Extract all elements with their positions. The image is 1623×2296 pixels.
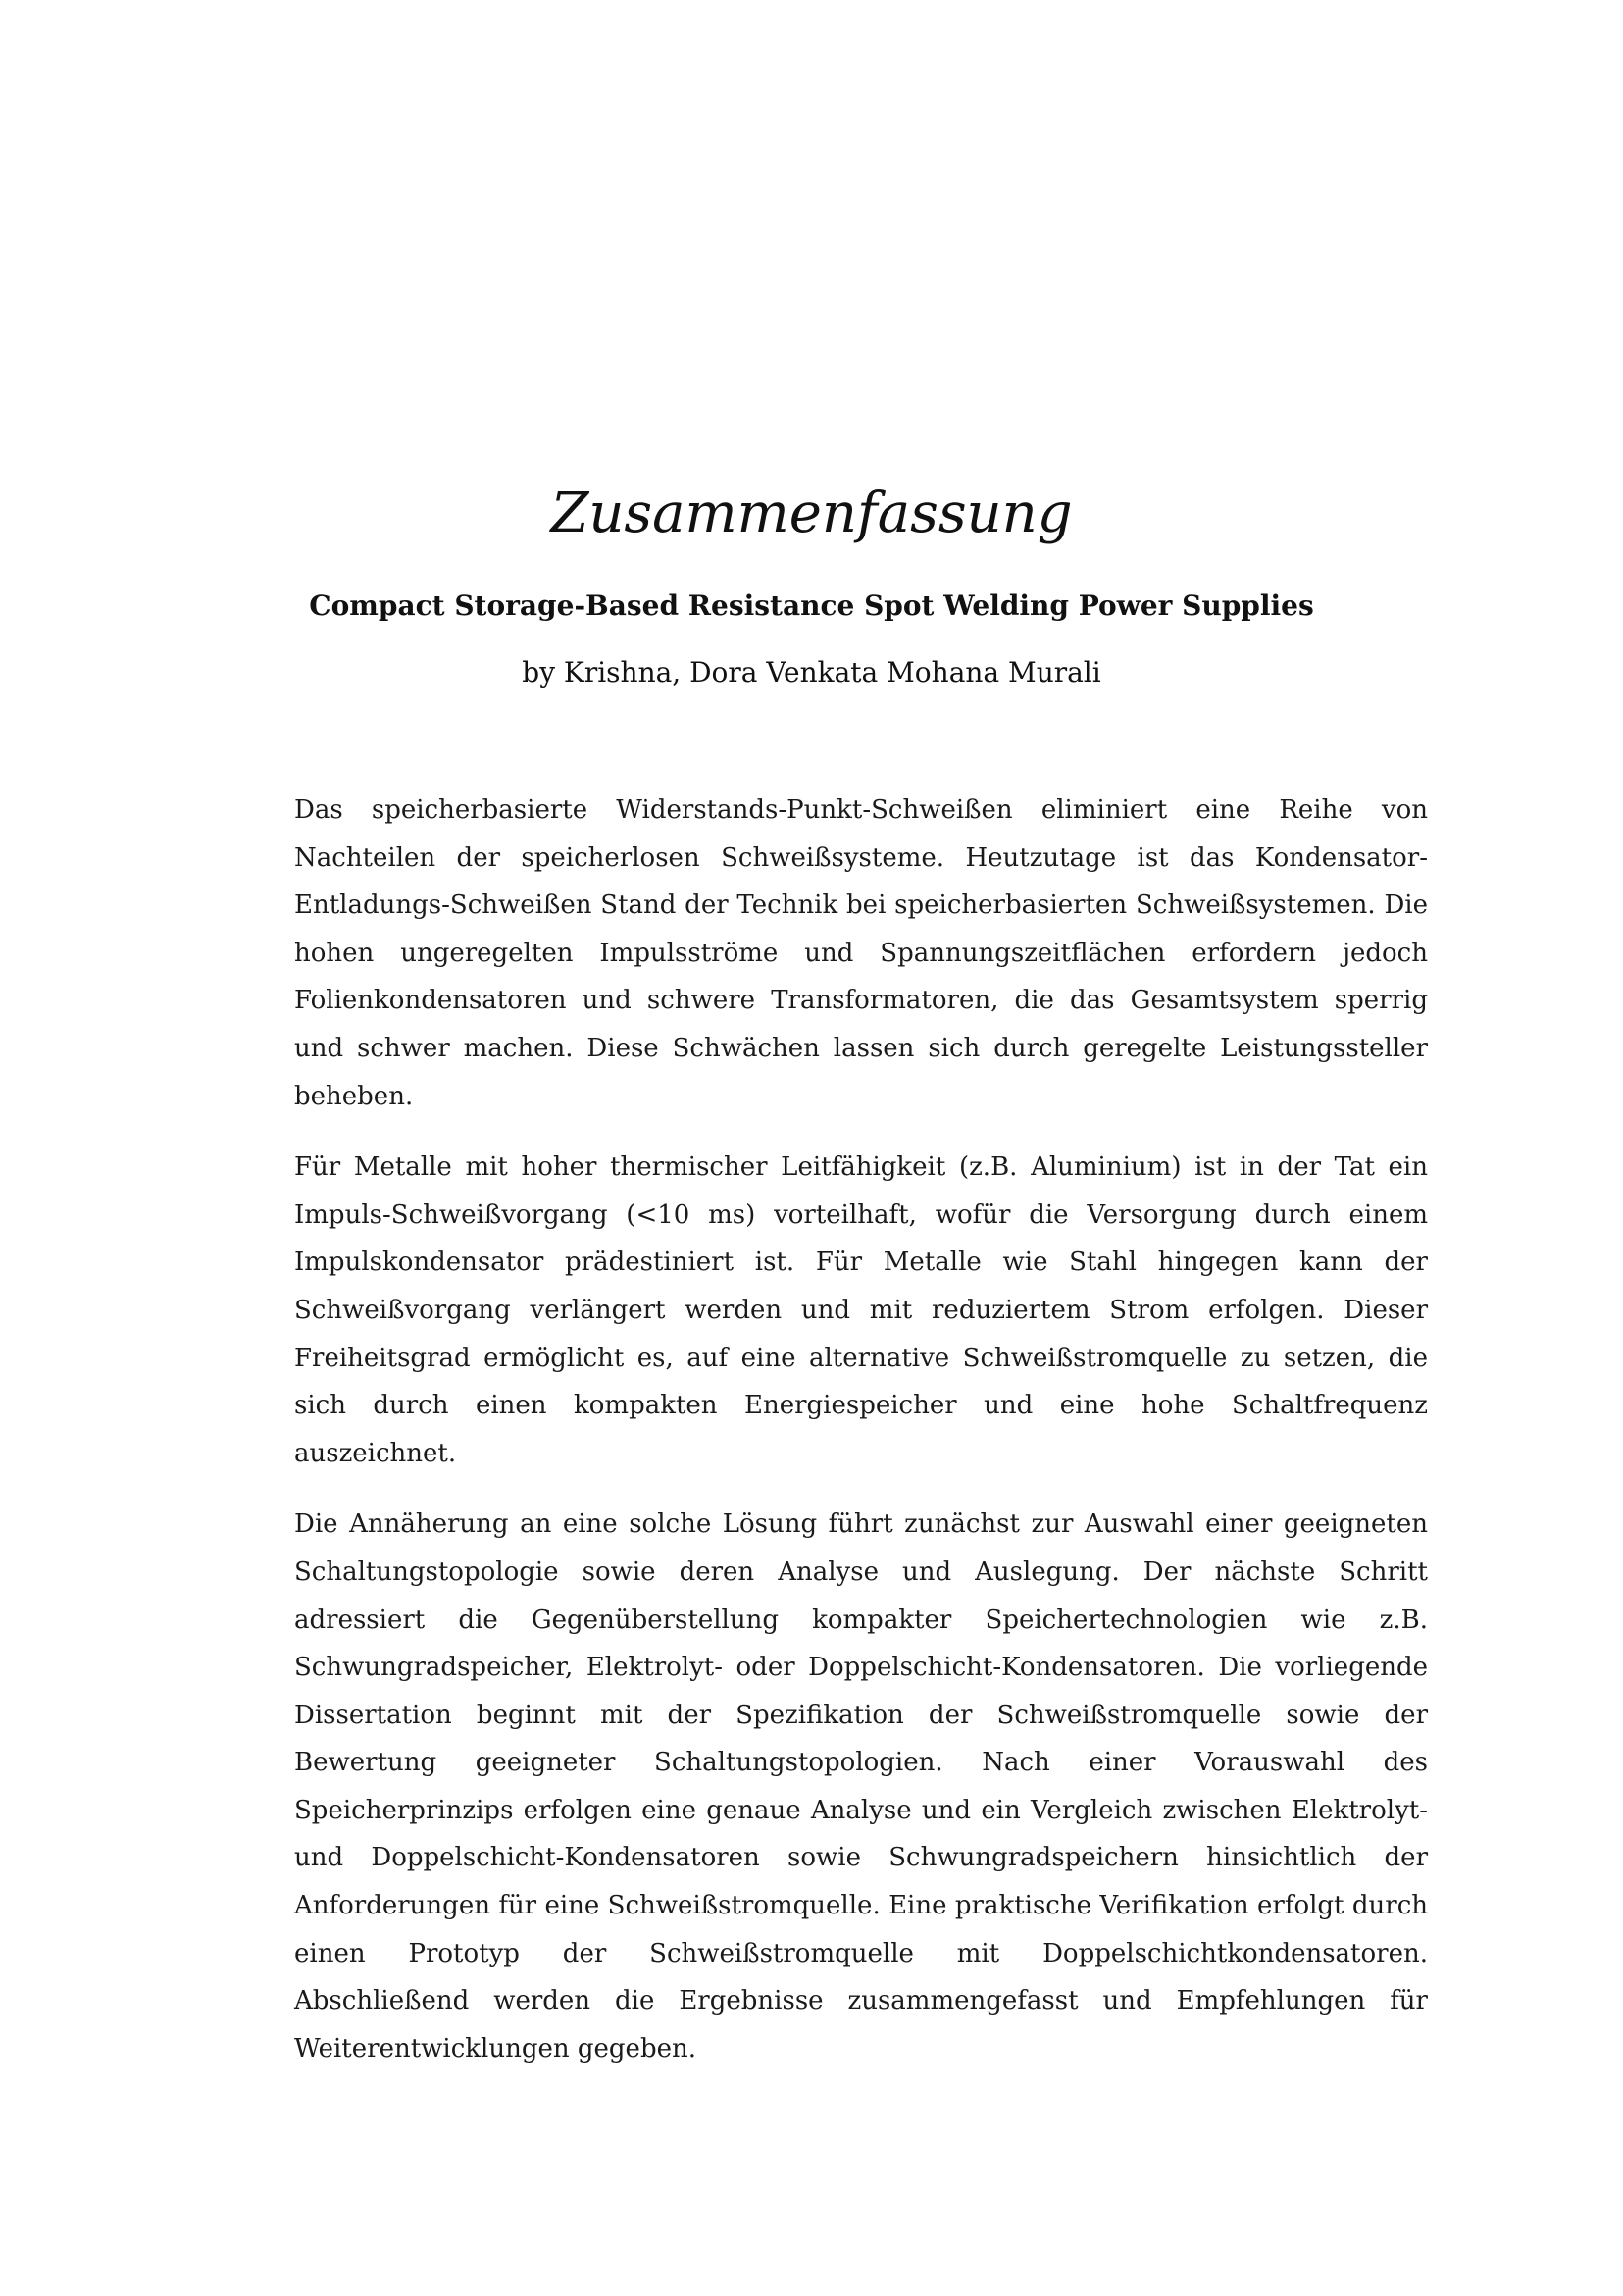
author-byline: by Krishna, Dora Venkata Mohana Murali — [522, 656, 1101, 689]
abstract-paragraph-2: Für Metalle mit hoher thermischer Leitfähigkeit (z.B. Aluminium) ist in der Tat ein Impuls-Schweißvorgang (<10 ms) vorteilhaft, wofür die Versorgung durch einem Impulskondensator prädestiniert ist. Für Metalle wie Stahl hingegen kann der Schweißvorgang verlängert werden und mit reduziertem Strom erfolgen. Dieser Freiheitsgrad ermöglicht es, auf eine alternative Schweißstromquelle zu setzen, die sich durch einen kompakten Energiespeicher und eine hohe Schaltfrequenz auszeichnet. — [294, 1152, 1428, 1468]
abstract-paragraph-1: Das speicherbasierte Widerstands-Punkt-Schweißen eliminiert eine Reihe von Nachteilen der speicherlosen Schweißsysteme. Heutzutage ist das Kondensator-Entladungs-Schweißen Stand der Technik bei speicherbasierten Schweißsystemen. Die hohen ungeregelten Impulsströme und Spannungszeitflächen erfordern jedoch Folienkondensatoren und schwere Transformatoren, die das Gesamtsystem sperrig und schwer machen. Diese Schwächen lassen sich durch geregelte Leistungssteller beheben. — [294, 795, 1428, 1111]
thesis-title: Compact Storage-Based Resistance Spot Welding Power Supplies — [309, 589, 1314, 622]
abstract-heading: Zusammenfassung — [550, 482, 1073, 545]
abstract-paragraph-3: Die Annäherung an eine solche Lösung führt zunächst zur Auswahl einer geeigneten Schaltungstopologie sowie deren Analyse und Auslegung. Der nächste Schritt adressiert die Gegenüberstellung kompakter Speichertechnologien wie z.B. Schwungradspeicher, Elektrolyt- oder Doppelschicht-Kondensatoren. Die vorliegende Dissertation beginnt mit der Spezifikation der Schweißstromquelle sowie der Bewertung geeigneter Schaltungstopologien. Nach einer Vorauswahl des Speicherprinzips erfolgen eine genaue Analyse und ein Vergleich zwischen Elektrolyt- und Doppelschicht-Kondensatoren sowie Schwungradspeichern hinsichtlich der Anforderungen für eine Schweißstromquelle. Eine praktische Verifikation erfolgt durch einen Prototyp der Schweißstromquelle mit Doppelschichtkondensatoren. Abschließend werden die Ergebnisse zusammengefasst und Empfehlungen für Weiterentwicklungen gegeben. — [294, 1509, 1428, 2064]
abstract-body — [294, 787, 1428, 2096]
